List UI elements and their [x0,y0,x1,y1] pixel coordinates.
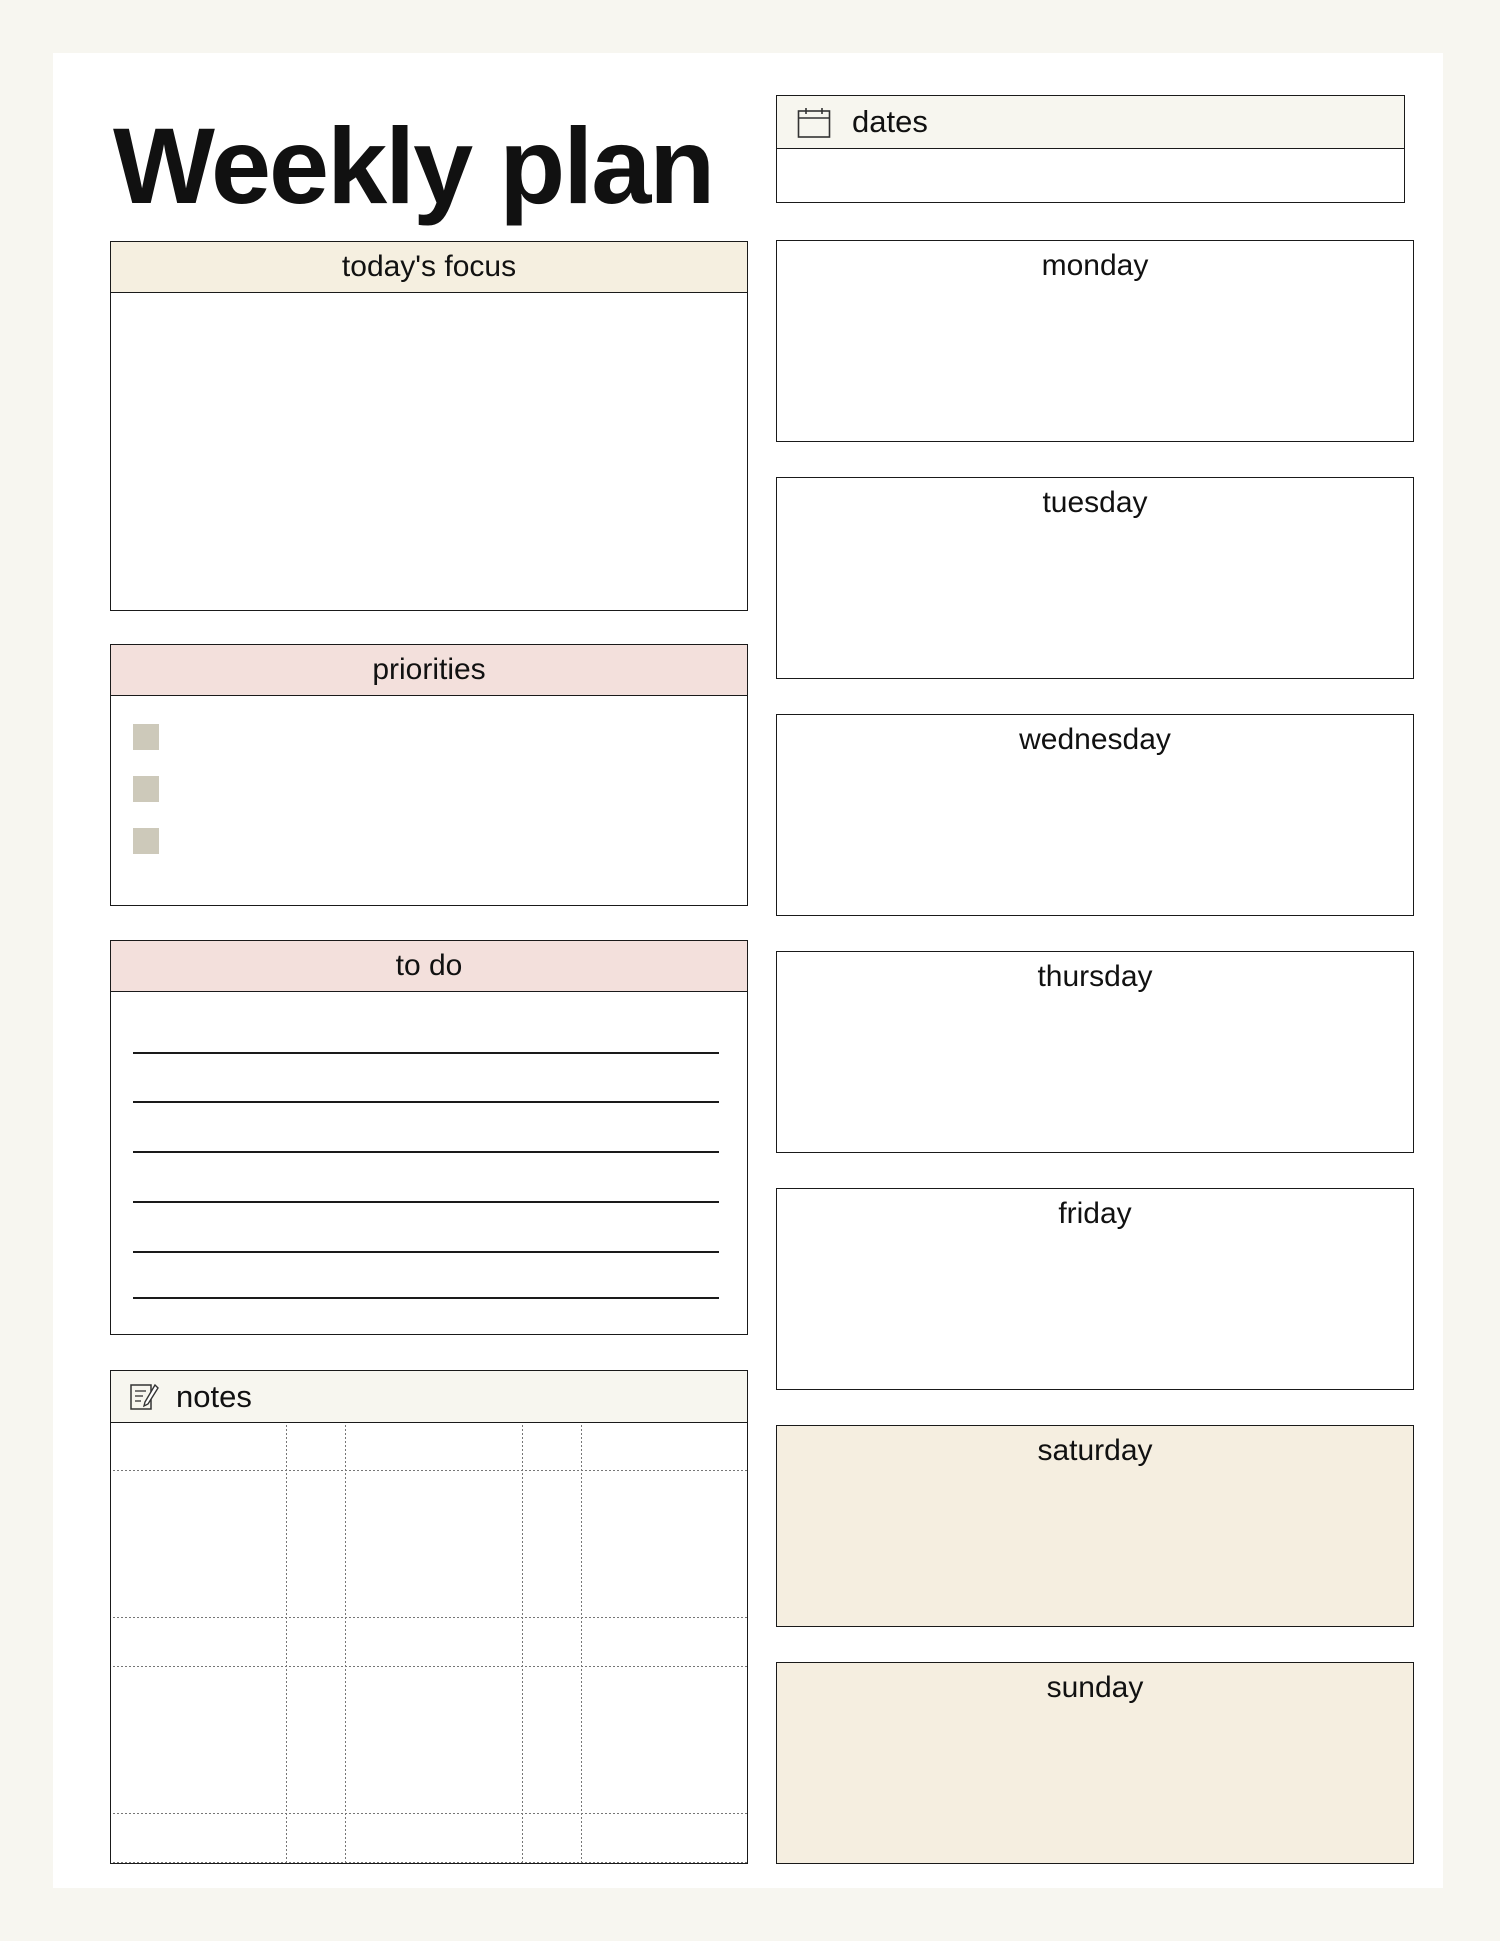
priority-checkbox[interactable] [133,724,159,750]
priorities-box [110,644,748,906]
focus-box [110,241,748,611]
day-box-wednesday[interactable] [776,714,1414,916]
dates-input-area[interactable] [777,149,1404,201]
day-box-friday[interactable] [776,1188,1414,1390]
focus-writing-area[interactable] [111,293,747,609]
page-title: Weekly plan [113,105,714,226]
day-label-thursday: thursday [1037,960,1153,993]
day-box-saturday[interactable] [776,1425,1414,1627]
todo-line[interactable] [133,1201,719,1203]
priority-checkbox[interactable] [133,828,159,854]
priorities-header: priorities [111,645,747,696]
planner-sheet [53,53,1443,1888]
day-label-saturday: saturday [1037,1434,1153,1467]
todo-line[interactable] [133,1052,719,1054]
day-box-thursday[interactable] [776,951,1414,1153]
todo-line[interactable] [133,1251,719,1253]
priority-checkbox[interactable] [133,776,159,802]
todo-line[interactable] [133,1101,719,1103]
day-box-sunday[interactable] [776,1662,1414,1864]
notes-header [111,1371,747,1423]
todo-header: to do [111,941,747,992]
focus-header: today's focus [111,242,747,293]
notes-label: notes [176,1379,252,1414]
dates-header [777,96,1404,149]
day-label-wednesday: wednesday [1019,723,1171,756]
day-label-tuesday: tuesday [1042,486,1148,519]
notes-grid-dots [111,1423,747,1863]
dates-label: dates [852,104,928,139]
todo-box [110,940,748,1335]
notepad-icon [129,1382,159,1412]
day-label-sunday: sunday [1046,1671,1144,1704]
todo-line[interactable] [133,1151,719,1153]
day-box-monday[interactable] [776,240,1414,442]
calendar-icon [797,107,831,139]
dates-box [776,95,1405,203]
day-label-monday: monday [1041,249,1149,282]
todo-line[interactable] [133,1297,719,1299]
day-label-friday: friday [1058,1197,1132,1230]
notes-box [110,1370,748,1864]
day-box-tuesday[interactable] [776,477,1414,679]
